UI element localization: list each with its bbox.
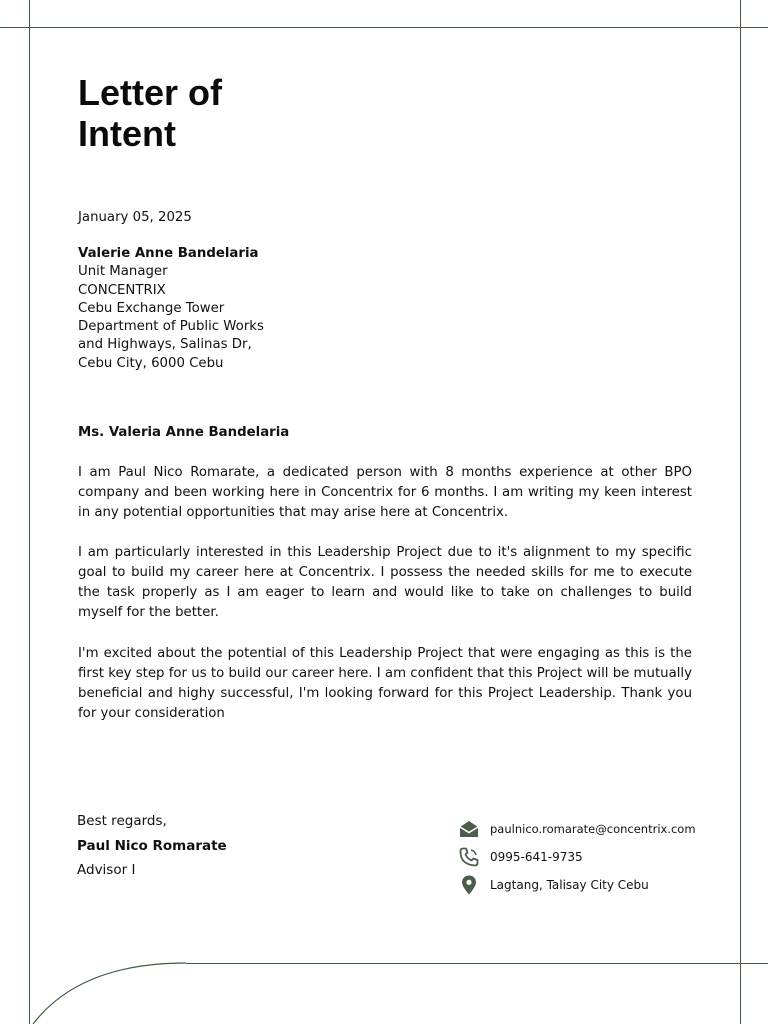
sender-position: Advisor I <box>77 862 136 878</box>
contact-email[interactable]: paulnico.romarate@concentrix.com <box>490 822 696 836</box>
letter-title <box>78 72 338 154</box>
frame-left-line <box>29 0 30 1024</box>
closing-text: Best regards, <box>77 813 167 829</box>
body-paragraph-3: I'm excited about the potential of this Leadership Project that were engaging as this is the first key step for us to build our career here. I am confident that this Project will be mutually beneficial and highy successful, I'm looking forward for this Project Leadership. Thank you for your consideration <box>78 646 692 721</box>
frame-bottom-line <box>186 963 768 964</box>
body-paragraph-2: I am particularly interested in this Leadership Project due to it's alignment to my specific goal to build my career here at Concentrix. I possess the needed skills for me to execute the task properly as I am eager to learn and would like to take on challenges to build myself for the better. <box>78 545 692 620</box>
frame-right-line <box>740 0 741 1024</box>
recipient-address-line: CONCENTRIX <box>78 282 166 298</box>
location-pin-icon <box>458 874 480 896</box>
contact-address: Lagtang, Talisay City Cebu <box>490 878 649 892</box>
letter-title-line-1: Letter of <box>78 72 222 113</box>
body-paragraph-1: I am Paul Nico Romarate, a dedicated person with 8 months experience at other BPO company and been working here in Concentrix for 6 months. I am writing my keen interest in any potential opportunities that may arise here at Concentrix. <box>78 465 692 520</box>
recipient-name: Valerie Anne Bandelaria <box>78 246 259 261</box>
recipient-address-line: Cebu Exchange Tower <box>78 300 225 316</box>
envelope-icon <box>458 818 480 840</box>
signoff-block <box>77 809 227 883</box>
recipient-address-line: Cebu City, 6000 Cebu <box>78 355 224 371</box>
salutation: Ms. Valeria Anne Bandelaria <box>78 425 290 440</box>
recipient-address-line: and Highways, Salinas Dr, <box>78 337 252 353</box>
frame-top-line <box>0 27 768 28</box>
phone-icon <box>458 846 480 868</box>
contact-block <box>458 815 696 899</box>
contact-phone-row <box>458 843 696 871</box>
sender-name: Paul Nico Romarate <box>77 837 227 854</box>
recipient-address-line: Department of Public Works <box>78 319 264 335</box>
contact-address-row <box>458 871 696 899</box>
contact-email-row <box>458 815 696 843</box>
recipient-block <box>78 245 264 373</box>
recipient-address-line: Unit Manager <box>78 264 168 280</box>
contact-phone[interactable]: 0995-641-9735 <box>490 850 583 864</box>
letter-date: January 05, 2025 <box>78 210 192 225</box>
letter-title-line-2: Intent <box>78 113 176 154</box>
